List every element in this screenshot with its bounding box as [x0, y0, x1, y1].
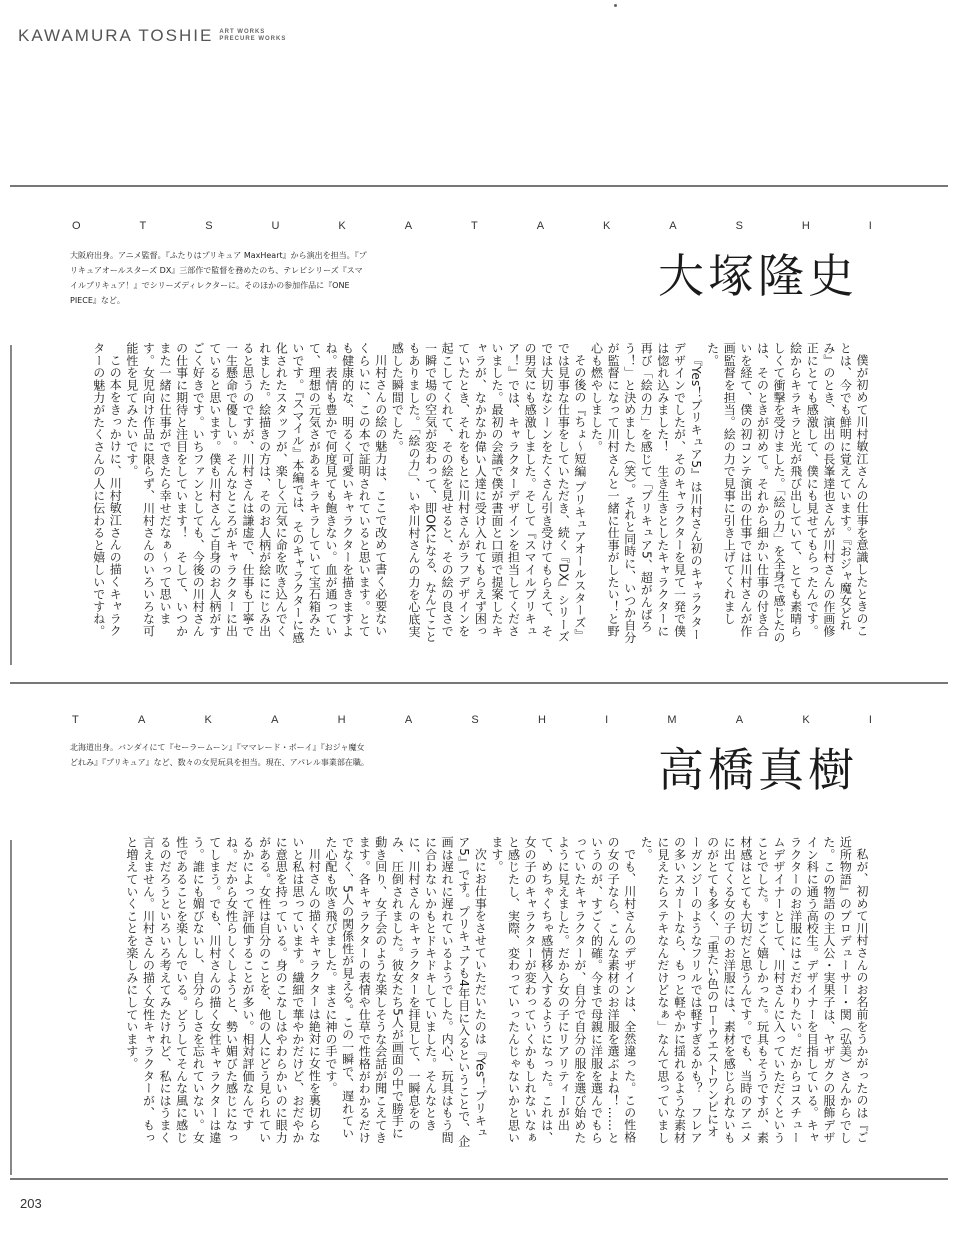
paragraph: でも、川村さんのデザインは、全然違った。この性格の女の子なら、こんな素材のお洋服を選ぶよね！……というのが、すごく的確。今まで母親に洋服を選んでもらっていたキャラクターが、自分で自分の服を選び始めたように見えました。だから女の子にリアリティーが出て、めちゃくちゃ感情移入するようになった。これは、女の子のキャラクターが変わっていくかもしれないなぁと感じたし、実際、変わっていったんじゃないかと思います。: [489, 836, 637, 1144]
margin-line-1: [10, 345, 12, 665]
article-body-1: [80, 342, 870, 644]
letter: K: [802, 714, 810, 726]
spaced-name-1: [72, 220, 872, 232]
header-sub-line1: ART WORKS: [219, 29, 266, 35]
letter: K: [204, 714, 212, 726]
letter: A: [735, 714, 744, 726]
name-title-1: 大塚隆史: [658, 249, 858, 303]
header-author: KAWAMURA TOSHIE: [18, 26, 214, 45]
scan-speck: [614, 4, 617, 7]
letter: S: [205, 220, 213, 232]
paragraph: 『Yes！プリキュア5』は川村さん初のキャラクターデザインでしたが、そのキャラクターを見て一発で僕は惚れ込みました！ 生き生きとしたキャラクターに再び「絵の力」を感じて「プリキュア5、超がんばろう！」と決めました（笑）。それと同時に、いつか自分が監督になって川村さんと一緒に仕事がしたい！と野心も燃やしました。: [589, 342, 704, 644]
letter: A: [404, 714, 413, 726]
section-rule-top-2: [10, 682, 948, 684]
section-rule-bottom: [10, 1178, 948, 1180]
running-header: [18, 26, 286, 46]
section-rule-top-1: [10, 185, 948, 187]
margin-line-2: [10, 840, 12, 1175]
letter: A: [137, 714, 146, 726]
paragraph: この本をきっかけに、川村敏江さんの描くキャラクターの魅力がたくさんの人に伝わると嬉しいですね。: [91, 342, 123, 638]
page-number: 203: [20, 1196, 42, 1211]
letter: A: [669, 220, 677, 232]
letter: U: [271, 220, 280, 232]
paragraph: その後の『ちょ～短編 プリキュアオールスターズ』では見事な仕事をしていただき、続く『DX』シリーズでは大切なシーンをたくさん引き受けてもらえて、その男気にも感激しました。そして『スマイルプリキュア！』では、キャラクターデザインを担当してくださいました。最初の会議で僕が書面と口頭で提案したキャラが、なかなか偉い人達に受け入れてもらえず困っていたとき、それをもとに川村さんがラフデザインを起こしてくれて、その絵を見せると、その絵の良さで一瞬で場の空気が変わって、即OKになる、なんてこともありました。「絵の力」、いや川村さんの力を心底実感した瞬間でした。: [390, 342, 587, 643]
letter: I: [868, 220, 872, 232]
letter: H: [801, 220, 810, 232]
letter: M: [667, 714, 677, 726]
paragraph: 私が、初めて川村さんのお名前をうかがったのは『ご近所物語』のプロデューサー・関（弘美）さんからでした。この物語の主人公・実果子は、ヤザガクの服飾デザイン科に通う高校生。デザイナーを目指している。キャラクターのお洋服にはこだわりたい。だからコスチュームデザイナーとして、川村さんに入っていただくということでした。すごく嬉しかった。玩具もそうですが、素材感はとても大切だと思うんです。でも、当時のアニメに出てくる女の子のお洋服には、素材を感じられないものがとても多く、「重たい色のローウエストワンピにオーガンジーのようなフリルでは軽すぎるかも？ フレアの多いスカートなら、もっと軽やかに揺れるような素材に見えたらステキなんだけどなぁ」なんて思っていました。: [639, 836, 869, 1144]
letter: I: [605, 714, 609, 726]
article-body-2: [80, 836, 870, 1148]
paragraph: 僕が初めて川村敏江さんの仕事を意識したときのことは、今でも鮮明に覚えています。『おジャ魔女どれみ』のとき、演出の長峯達也さんが川村さんの作画修正にとても感激して、僕にも見せてもらったんです。絵からキラキラと光が飛び出していて、とても素晴らしくて衝撃を受けました。「絵の力」を全身で感じたのは、そのときが初めて。それから細かい仕事の付き合いを経て、僕の初コンテ演出の仕事では川村さんが作画監督を担当。絵の力で見事に引き上げてくれました。: [705, 342, 869, 644]
letter: T: [72, 714, 79, 726]
letter: A: [271, 714, 279, 726]
letter: H: [337, 714, 346, 726]
letter: I: [868, 714, 872, 726]
letter: A: [404, 220, 413, 232]
letter: A: [536, 220, 545, 232]
letter: K: [602, 220, 611, 232]
bio-1: 大阪府出身。アニメ監督。『ふたりはプリキュア MaxHeart』から演出を担当。『プリキュアオールスターズ DX』三部作で監督を務めたのち、テレビシリーズ『スマイルプリキュア！』でシリーズディレクターに。そのほかの参加作品に『ONE PIECE』など。: [70, 251, 367, 305]
letter: S: [471, 714, 479, 726]
letter: O: [72, 220, 81, 232]
paragraph: 川村さんの描くキャラクターは絶対に女性を裏切らないと私は思っています。繊細で華やかだけど、おだやかに意思を持っている。身のこなしはやわらかいのに眼力がある。女性は自分のことを、他の人にどう見られているかによって評価することが多い。相対評価なんですね。だから女性らしくしようと、勢い媚びた感じになってしまう。でも、川村さんの描く女性キャラクターは違う。誰にも媚びないし、自分らしさを忘れていない。女性であることを楽しんでいる。どうしてそんな風に感じるのだろうといろいろ考えてみたけれど、私にはうまく言えません。川村さんの描く女性キャラクターが、もっと増えていくことを楽しみにしています。: [124, 836, 322, 1144]
paragraph: 次にお仕事をさせていただいたのは『Yes！プリキュア5』です。プリキュアも4年目に入るということで、企画は遅れに遅れているようでした。内心、玩具はもう間に合わないかもとドキドキしていました。そんなときに、川村さんのキャラクターを拝見して、一瞬息をのみ、圧倒されました。彼女たち5人が画面の中で勝手に動き回り、女子会のような楽しそうな会話が聞こえてきます。各キャラクターの表情や仕草で性格がわかるだけでなく、5人の関係性が見える。この一瞬で、遅れていた心配も吹き飛びました。まさに神の手です。: [324, 836, 488, 1148]
header-subtitle: [219, 29, 286, 43]
paragraph: 川村さんの絵の魅力は、ここで改めて書く必要ないくらいに、この本で証明されていると思います。とても健康的な、明るく可愛いキャラクターを描きますよね。表情も豊かで何度見ても飽きない。血が通っていて、理想の元気さがあるキラキラしていて宝石箱みたいです。『スマイル』本編では、そのキャラクターに感化されたスタッフが、楽しく元気に命を吹き込んでくれました。絵描きの方は、そのお人柄が絵ににじみ出ると思うのですが、川村さんは謙虚で、仕事も丁寧で一生懸命で優しい。そんなところがキャラクターに出ていると思います。僕も川村さんご自身のお人柄がすごく好きです。いちファンとしても、今後の川村さんの仕事に期待と注目をしています！ そして、いつかまた一緒に仕事ができたら幸せだなぁ～って思います。女児向け作品に限らず、川村さんのいろいろな可能性を見てみたいです。: [124, 342, 388, 644]
name-title-2: 高橋真樹: [658, 743, 858, 797]
spaced-name-2: [72, 714, 872, 726]
letter: T: [139, 220, 147, 232]
letter: S: [735, 220, 743, 232]
header-sub-line2: PRECURE WORKS: [219, 36, 287, 42]
letter: T: [471, 220, 478, 232]
bio-2: 北海道出身。バンダイにて『セーラームーン』『ママレード・ボーイ』『おジャ魔女どれみ』『プリキュア』など、数々の女児玩具を担当。現在、アパレル事業部在職。: [70, 743, 369, 767]
letter: H: [537, 714, 546, 726]
letter: K: [338, 220, 346, 232]
